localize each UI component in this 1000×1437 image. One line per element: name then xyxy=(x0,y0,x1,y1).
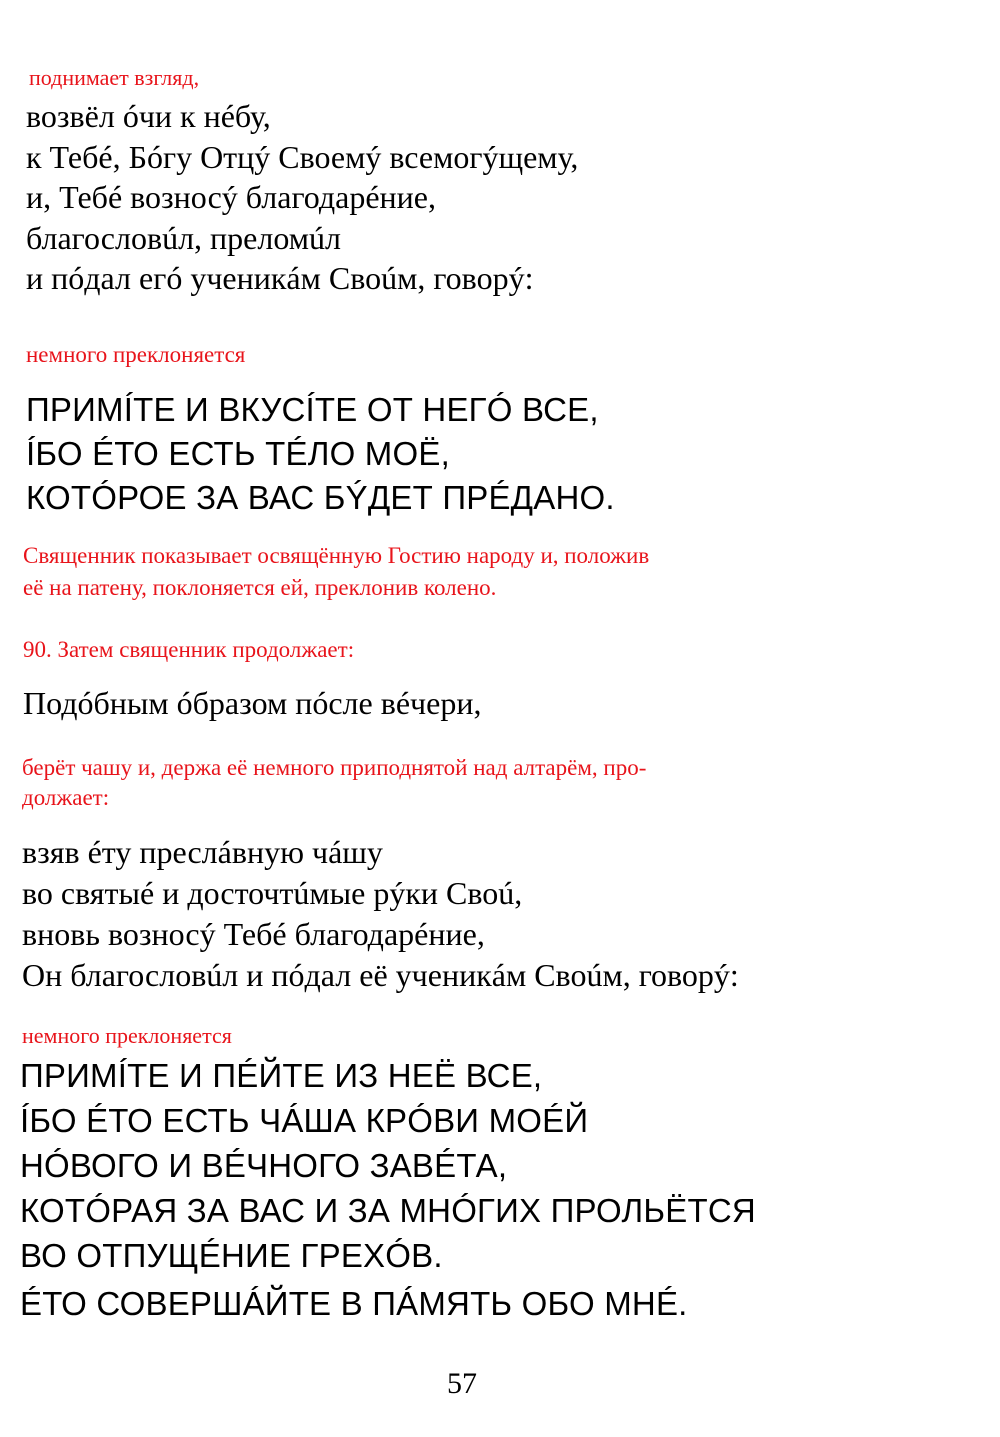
prayer-text-chalice xyxy=(22,832,1000,996)
rubric-shows-host xyxy=(23,540,1000,604)
text-line: к Тебé, Бóгу Отцý Своемý всемогýщему, xyxy=(26,138,579,175)
text-line: взяв éту преслáвную чáшу xyxy=(22,834,383,870)
rubric-lifts-gaze xyxy=(29,64,1000,92)
text-line: во святыé и досточтúмые рýки Своú, xyxy=(22,875,523,911)
rubric-bows-slightly xyxy=(26,340,1000,370)
caps-line: ВО ОТПУЩÉНИЕ ГРЕХÓВ. xyxy=(20,1237,443,1274)
caps-line: КОТÓРОЕ ЗА ВАС БÝДЕТ ПРÉДАНО. xyxy=(26,479,615,516)
prayer-text-bread xyxy=(26,96,1000,299)
caps-line: ÍБО ÉТО ЕСТЬ ТÉЛО МОЁ, xyxy=(26,435,450,472)
text-line: благословúл, преломúл xyxy=(26,219,341,256)
rubric-line: немного преклоняется xyxy=(22,1023,232,1048)
rubric-takes-chalice xyxy=(22,753,1000,813)
caps-line: ПРИМÍТЕ И ПÉЙТЕ ИЗ НЕЁ ВСЕ, xyxy=(20,1057,543,1094)
caps-line: ÉТО СОВЕРШÁЙТЕ В ПÁМЯТЬ ОБО МНÉ. xyxy=(20,1285,688,1322)
rubric-line: Священник показывает освящённую Гостию народу и, положив xyxy=(23,543,650,568)
page-number: 57 xyxy=(447,1367,477,1400)
rubric-bows-slightly-2 xyxy=(22,1022,1000,1050)
text-line: вновь возносý Тебé благодарéние, xyxy=(22,916,485,952)
rubric-line: должает: xyxy=(22,785,110,810)
caps-line: КОТÓРАЯ ЗА ВАС И ЗА МНÓГИХ ПРОЛЬЁТСЯ xyxy=(20,1192,756,1229)
consecration-words-bread xyxy=(26,388,1000,520)
text-line: возвёл óчи к нéбу, xyxy=(26,98,271,134)
text-line: и, Тебé возносý благодарéние, xyxy=(26,179,436,215)
rubric-line: её на патену, поклоняется ей, преклонив колено. xyxy=(23,575,497,600)
consecration-words-chalice xyxy=(20,1053,1000,1278)
rubric-line: берёт чашу и, держа её немного приподнятой над алтарём, про- xyxy=(22,755,647,780)
caps-line: ПРИМÍТЕ И ВКУСÍТЕ ОТ НЕГÓ ВСЕ, xyxy=(26,391,599,428)
text-line: Подóбным óбразом пóсле вéчери, xyxy=(23,685,482,721)
prayer-text-after-supper xyxy=(23,683,1000,723)
memorial-command xyxy=(20,1282,1000,1326)
rubric-line: немного преклоняется xyxy=(26,342,246,367)
rubric-section-90 xyxy=(23,635,1000,665)
text-line: Он благословúл и пóдал её ученикáм Своúм, говорý: xyxy=(22,957,739,993)
rubric-line: 90. Затем священник продолжает: xyxy=(23,637,355,662)
caps-line: ÍБО ÉТО ЕСТЬ ЧÁША КРÓВИ МОÉЙ xyxy=(20,1102,589,1139)
caps-line: НÓВОГО И ВÉЧНОГО ЗАВÉТА, xyxy=(20,1147,508,1184)
text-line: и пóдал егó ученикáм Своúм, говорý: xyxy=(26,260,534,296)
rubric-line: поднимает взгляд, xyxy=(29,65,200,90)
